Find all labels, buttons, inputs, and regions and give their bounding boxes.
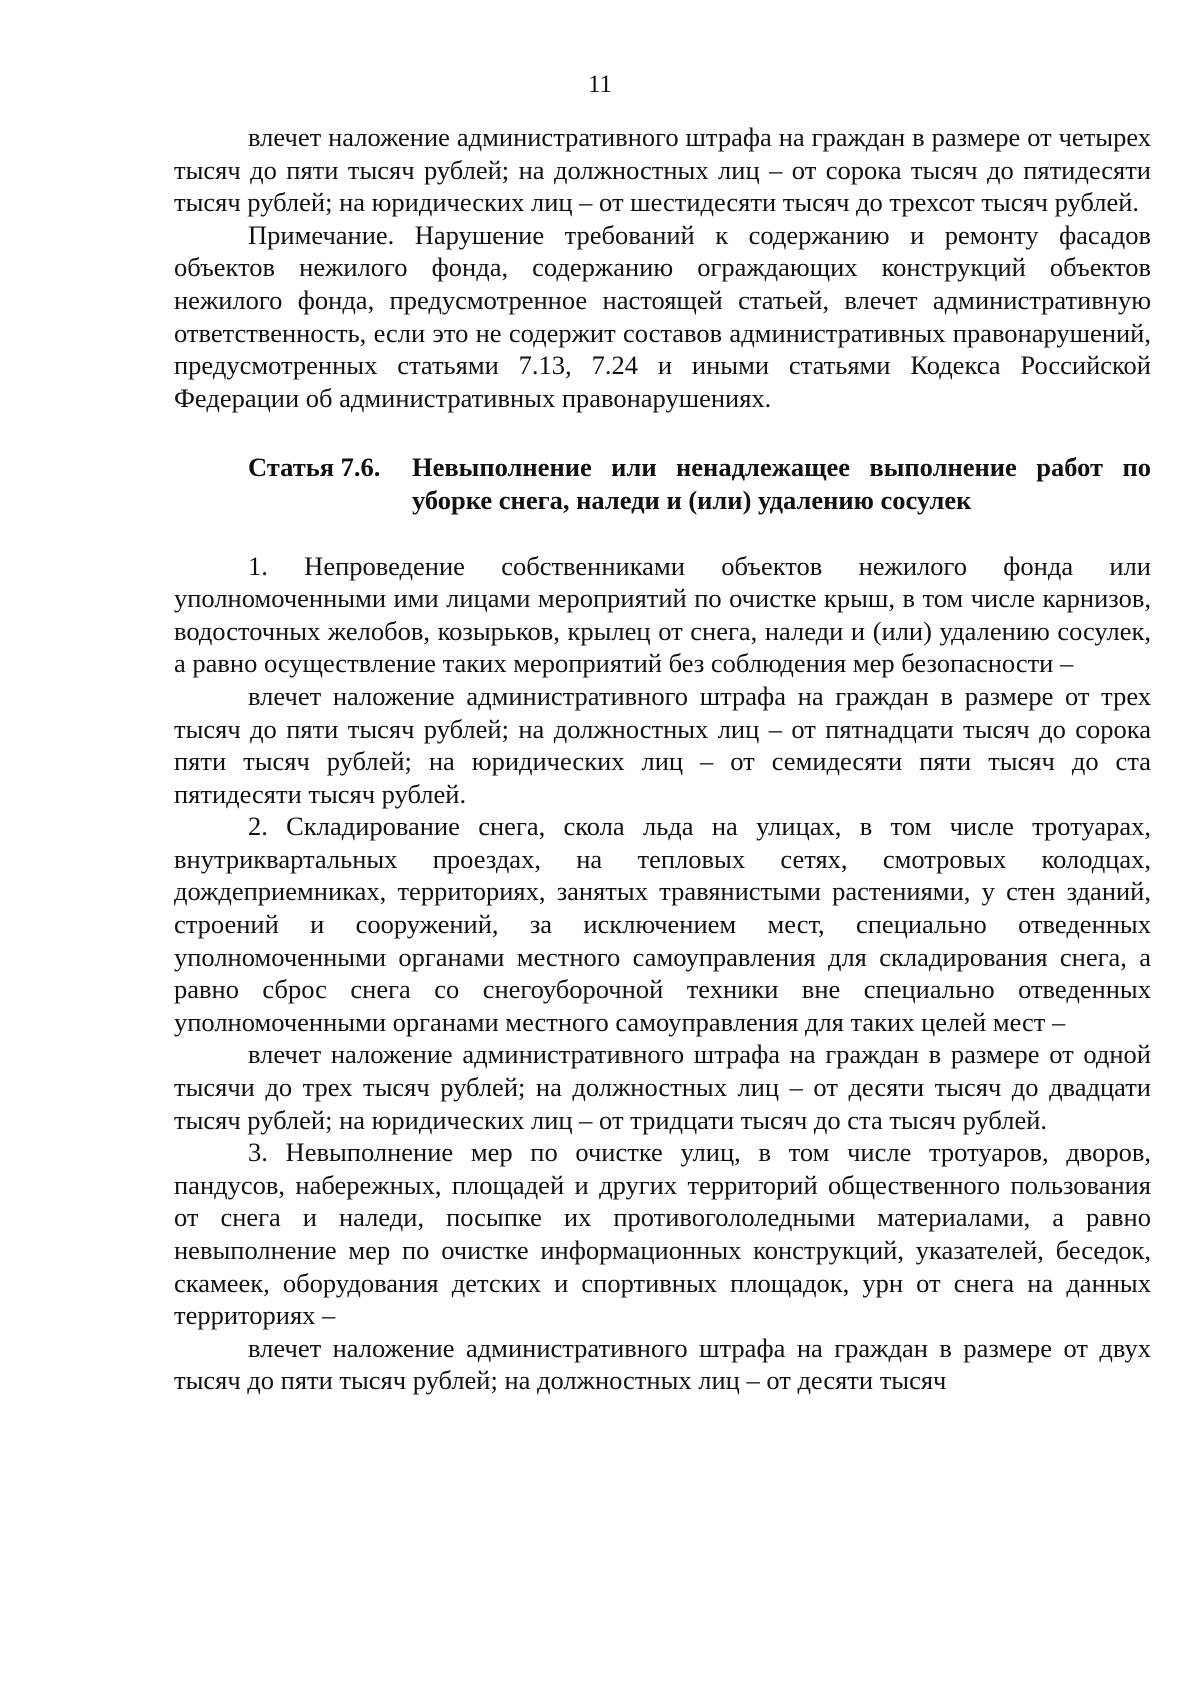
- document-body: [174, 121, 1151, 1397]
- paragraph-item-2: 2. Складирование снега, скола льда на улицах, в том числе тротуарах, внутриквартальных проездах, на тепловых сетях, смотровых колодцах, дождеприемниках, территориях, занятых травянистыми растениями, у стен зданий, строений и сооружений, за исключением мест, специально отведенных уполномоченными органами местного самоуправления для складирования снега, а равно сброс снега со снегоуборочной техники вне специально отведенных уполномоченными органами местного самоуправления для таких целей мест –: [174, 811, 1151, 1037]
- article-heading: [174, 451, 1151, 516]
- paragraph-fine-continuation: влечет наложение административного штрафа на граждан в размере от четырех тысяч до пяти тысяч рублей; на должностных лиц – от сорока тысяч до пятидесяти тысяч рублей; на юридических лиц – от шестидесяти тысяч до трехсот тысяч рублей.: [174, 122, 1151, 218]
- article-number: Статья 7.6.: [248, 452, 381, 483]
- article-title: Невыполнение или ненадлежащее выполнение работ по уборке снега, наледи и (или) удалению сосулек: [412, 452, 1151, 515]
- paragraph-item-3: 3. Невыполнение мер по очистке улиц, в том числе тротуаров, дворов, пандусов, набережных, площадей и других территорий общественного пользования от снега и наледи, посыпке их противогололедными материалами, а равно невыполнение мер по очистке информационных конструкций, указателей, беседок, скамеек, оборудования детских и спортивных площадок, урн от снега на данных территориях –: [174, 1137, 1151, 1331]
- paragraph-item-1: 1. Непроведение собственниками объектов нежилого фонда или уполномоченными ими лицами мероприятий по очистке крыш, в том числе карнизов, водосточных желобов, козырьков, крылец от снега, наледи и (или) удалению сосулек, а равно осуществление таких мероприятий без соблюдения мер безопасности –: [174, 550, 1151, 679]
- paragraph-fine-2: влечет наложение административного штрафа на граждан в размере от одной тысячи до трех тысяч рублей; на должностных лиц – от десяти тысяч до двадцати тысяч рублей; на юридических лиц – от тридцати тысяч до ста тысяч рублей.: [174, 1039, 1151, 1135]
- paragraph-fine-3: влечет наложение административного штрафа на граждан в размере от двух тысяч до пяти тысяч рублей; на должностных лиц – от десяти тысяч: [174, 1332, 1151, 1396]
- paragraph-fine-1: влечет наложение административного штрафа на граждан в размере от трех тысяч до пяти тысяч рублей; на должностных лиц – от пятнадцати тысяч до сорока пяти тысяч рублей; на юридических лиц – от семидесяти пяти тысяч до ста пятидесяти тысяч рублей.: [174, 680, 1151, 809]
- page-number: 11: [587, 71, 613, 98]
- paragraph-note: Примечание. Нарушение требований к содержанию и ремонту фасадов объектов нежилого фонда, содержанию ограждающих конструкций объектов нежилого фонда, предусмотренное настоящей статьей, влечет административную ответственность, если это не содержит составов административных правонарушений, предусмотренных статьями 7.13, 7.24 и иными статьями Кодекса Российской Федерации об административных правонарушениях.: [174, 219, 1151, 413]
